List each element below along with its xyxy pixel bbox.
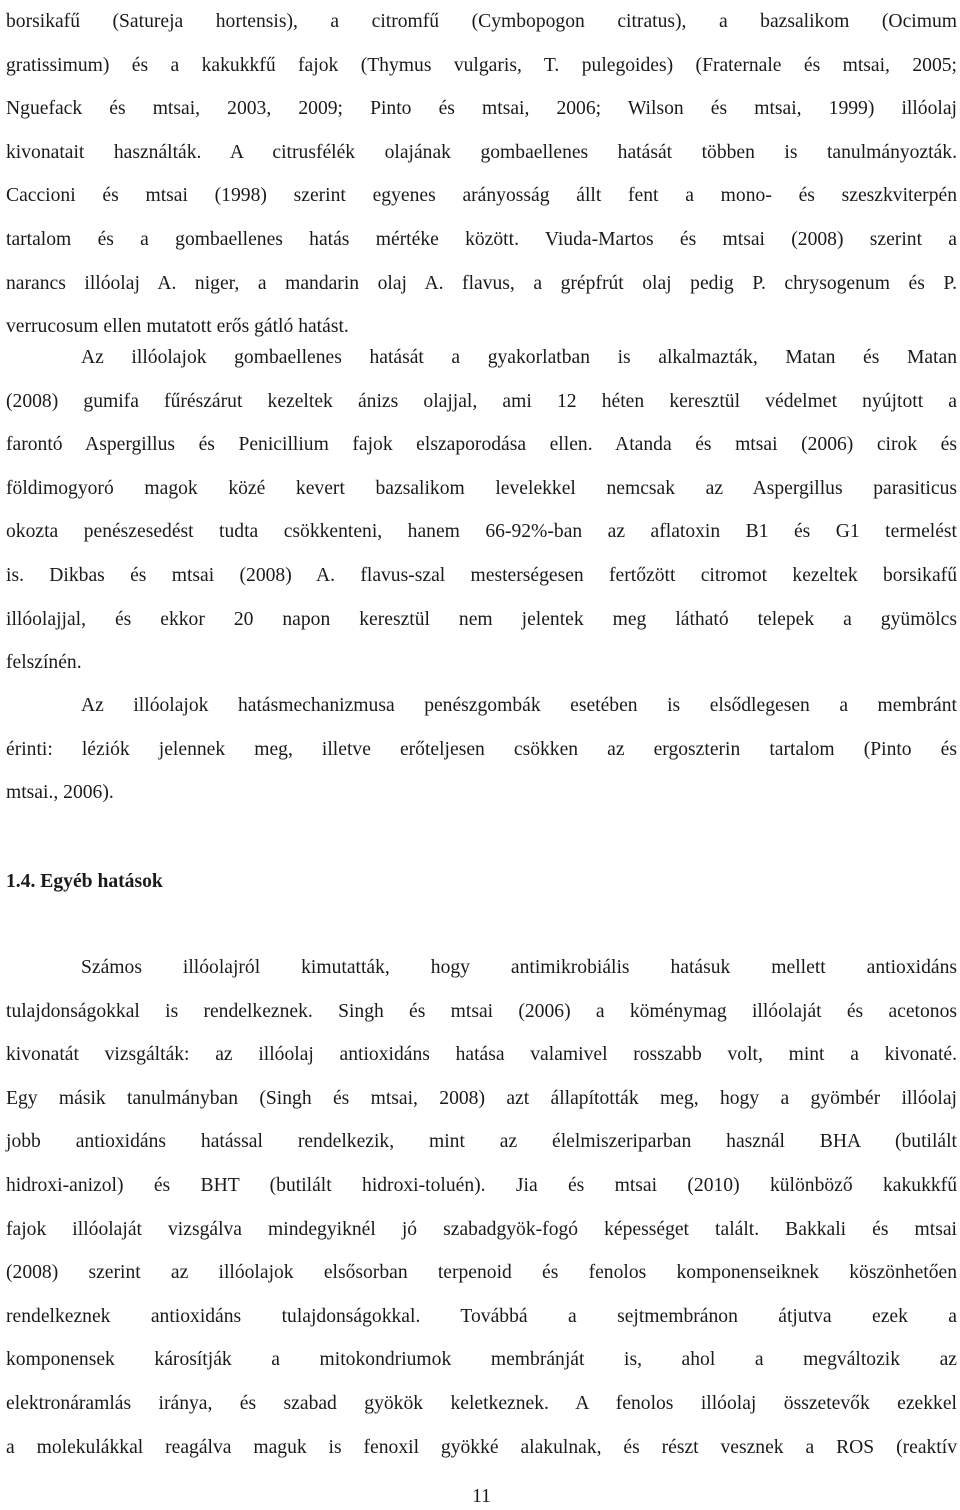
text-line: okozta penészesedést tudta csökkenteni, hanem 66-92%-ban az aflatoxin B1 és G1 termelést bbox=[6, 521, 957, 543]
text-line: Az illóolajok hatásmechanizmusa penészgombák esetében is elsődlegesen a membránt bbox=[81, 695, 957, 716]
paragraph-3 bbox=[6, 684, 957, 815]
text-line: farontó Aspergillus és Penicillium fajok elszaporodása ellen. Atanda és mtsai (2006) cirok és bbox=[6, 434, 957, 456]
paragraph-1 bbox=[6, 0, 957, 349]
text-line: narancs illóolaj A. niger, a mandarin olaj A. flavus, a grépfrút olaj pedig P. chrysogenum és P. bbox=[6, 272, 957, 294]
text-line: illóolajjal, és ekkor 20 napon keresztül nem jelentek meg látható telepek a gyümölcs bbox=[6, 608, 957, 630]
page-number: 11 bbox=[472, 1486, 491, 1507]
text-line: jobb antioxidáns hatással rendelkezik, mint az élelmiszeriparban használ BHA (butilált bbox=[6, 1131, 957, 1153]
paragraph-2 bbox=[6, 336, 957, 685]
text-line: is. Dikbas és mtsai (2008) A. flavus-szal mesterségesen fertőzött citromot kezeltek borsikafű bbox=[6, 564, 957, 586]
text-line: elektronáramlás iránya, és szabad gyökök keletkeznek. A fenolos illóolaj összetevők ezekkel bbox=[6, 1392, 957, 1414]
text-line: érinti: léziók jelennek meg, illetve erőteljesen csökken az ergoszterin tartalom (Pinto és bbox=[6, 738, 957, 760]
text-line: kivonatát vizsgálták: az illóolaj antioxidáns hatása valamivel rosszabb volt, mint a kivonaté. bbox=[6, 1044, 957, 1066]
text-line: rendelkeznek antioxidáns tulajdonságokkal. Továbbá a sejtmembránon átjutva ezek a bbox=[6, 1305, 957, 1327]
document-page bbox=[6, 0, 957, 1509]
text-line: (2008) szerint az illóolajok elsősorban terpenoid és fenolos komponenseiknek köszönhetően bbox=[6, 1262, 957, 1284]
text-line: felszínén. bbox=[6, 652, 82, 674]
text-line: Az illóolajok gombaellenes hatását a gyakorlatban is alkalmazták, Matan és Matan bbox=[81, 347, 957, 368]
text-line: komponensek károsítják a mitokondriumok membránját is, ahol a megváltozik az bbox=[6, 1349, 957, 1371]
text-line: Caccioni és mtsai (1998) szerint egyenes arányosság állt fent a mono- és szeszkviterpén bbox=[6, 185, 957, 207]
section-heading: 1.4. Egyéb hatások bbox=[6, 871, 163, 892]
paragraph-4 bbox=[6, 946, 957, 1469]
text-line: gratissimum) és a kakukkfű fajok (Thymus vulgaris, T. pulegoides) (Fraternale és mtsai, 2005; bbox=[6, 54, 957, 76]
text-line: Számos illóolajról kimutatták, hogy antimikrobiális hatásuk mellett antioxidáns bbox=[81, 957, 957, 978]
text-line: hidroxi-anizol) és BHT (butilált hidroxi-toluén). Jia és mtsai (2010) különböző kakukkfű bbox=[6, 1174, 957, 1196]
text-line: tartalom és a gombaellenes hatás mértéke között. Viuda-Martos és mtsai (2008) szerint a bbox=[6, 228, 957, 250]
text-line: tulajdonságokkal is rendelkeznek. Singh és mtsai (2006) a köménymag illóolaját és acetonos bbox=[6, 1000, 957, 1022]
text-line: földimogyoró magok közé kevert bazsalikom levelekkel nemcsak az Aspergillus parasiticus bbox=[6, 477, 957, 499]
text-line: Nguefack és mtsai, 2003, 2009; Pinto és mtsai, 2006; Wilson és mtsai, 1999) illóolaj bbox=[6, 98, 957, 120]
text-line: mtsai., 2006). bbox=[6, 782, 114, 804]
text-line: a molekulákkal reagálva maguk is fenoxil gyökké alakulnak, és részt vesznek a ROS (reaktív bbox=[6, 1436, 957, 1458]
text-line: borsikafű (Satureja hortensis), a citromfű (Cymbopogon citratus), a bazsalikom (Ocimum bbox=[6, 11, 957, 32]
text-line: verrucosum ellen mutatott erős gátló hatást. bbox=[6, 316, 349, 338]
text-line: (2008) gumifa fűrészárut kezeltek ánizs olajjal, ami 12 héten keresztül védelmet nyújtott a bbox=[6, 390, 957, 412]
text-line: fajok illóolaját vizsgálva mindegyiknél jó szabadgyök-fogó képességet talált. Bakkali és mtsai bbox=[6, 1218, 957, 1240]
text-line: Egy másik tanulmányban (Singh és mtsai, 2008) azt állapították meg, hogy a gyömbér illóolaj bbox=[6, 1087, 957, 1109]
text-line: kivonatait használták. A citrusfélék olajának gombaellenes hatását többen is tanulmányozták. bbox=[6, 141, 957, 163]
